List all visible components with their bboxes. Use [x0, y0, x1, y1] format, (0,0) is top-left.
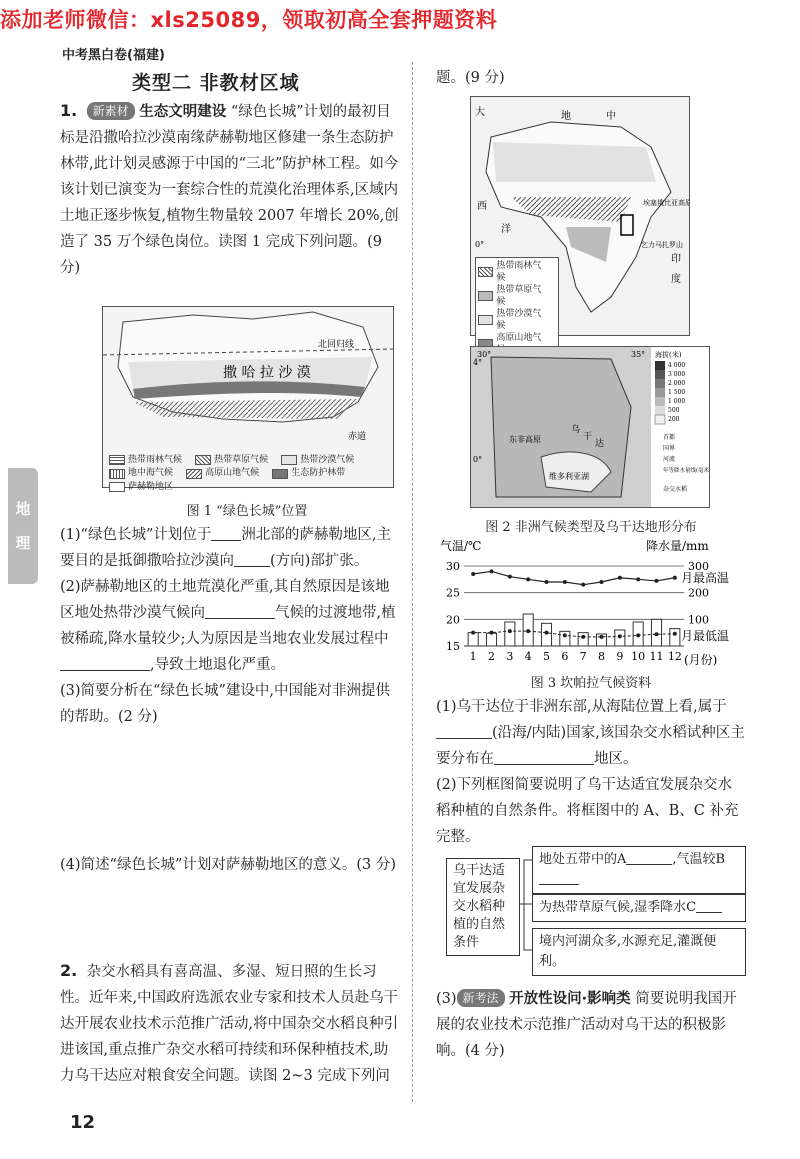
map-label: 35° — [631, 350, 646, 359]
subject-tab — [8, 468, 38, 584]
answer-blank[interactable] — [234, 552, 270, 567]
max-temp-point — [545, 580, 549, 584]
answer-blank[interactable] — [494, 750, 594, 765]
legend-item: 热带草原气候 — [478, 284, 548, 308]
figure-1-caption: 图 1 “绿色长城”位置 — [186, 504, 308, 519]
min-temp-point — [545, 631, 549, 635]
min-temp-point — [636, 633, 640, 637]
q2-sub3-type: 开放性设问·影响类 — [509, 991, 631, 1007]
climate-chart — [436, 538, 746, 688]
question-1 — [60, 98, 400, 281]
max-temp-point — [636, 577, 640, 581]
y2-tick-label: 300 — [688, 560, 709, 573]
altitude-value: 3 000 — [668, 371, 686, 378]
flow-box-3: 境内河湖众多,水源充足,灌溉便利。 — [532, 928, 746, 976]
min-temp-point — [618, 634, 622, 638]
q2-intro-cont: 题。(9 分) — [436, 70, 505, 86]
figure-1-map — [102, 306, 394, 492]
x-tick-label: 10 — [631, 650, 646, 663]
min-temp-point — [563, 633, 567, 637]
map-label: 地 — [561, 111, 571, 122]
x-tick-label: 1 — [469, 650, 477, 663]
legend-item: 热带沙漠气候 — [478, 308, 548, 332]
q2-sub1: (1)乌干达位于非洲东部,从海陆位置上看,属于(沿海/内陆)国家,该国杂交水稻试种区主要分布在 地区。 — [436, 699, 745, 767]
legend-item: 热带雨林气候 — [109, 454, 182, 467]
figure-2-africa-map — [470, 96, 690, 343]
precip-bar — [670, 629, 680, 646]
max-temp-point — [490, 569, 494, 573]
legend-item: 高原山地气 — [478, 332, 548, 356]
map-legend-item: 首都 — [663, 434, 676, 441]
flow-bracket — [520, 846, 532, 966]
q2-intro-text: 杂交水稻具有喜高温、多湿、短日照的生长习性。近年来,中国政府选派农业专家和技术人员赴乌干达开展农业技术示范推广活动,将中国杂交水稻良种引进该国,重点推广杂交水稻可持续和环保种植技术,助力乌干达应对粮食安全问题。读图 2~3 完成下列问 — [60, 964, 399, 1084]
map-label: 度 — [671, 274, 681, 285]
q2-sub3: (3) 新考法 开放性设问·影响类 简要说明我国开展的农业技术示范推广活动对乌干达的积极影响。(4 分) — [436, 991, 737, 1059]
map-label: 30° — [477, 350, 492, 359]
header-tag: 中考黑白卷(福建) — [62, 48, 165, 63]
altitude-value: 4 000 — [668, 362, 686, 369]
x-tick-label: 8 — [598, 650, 605, 663]
map-label: 印 — [671, 254, 681, 265]
answer-blank[interactable] — [436, 724, 492, 739]
x-tick-label: 2 — [488, 650, 495, 663]
y2-tick-label: 200 — [688, 586, 709, 600]
new-method-badge: 新考法 — [457, 989, 505, 1007]
answer-blank[interactable] — [626, 850, 672, 865]
min-temp-point — [655, 632, 659, 636]
x-tick-label: 7 — [579, 650, 587, 663]
y1-tick-label: 20 — [446, 613, 460, 627]
map-label: 洋 — [501, 224, 511, 235]
x-tick-label: 6 — [561, 650, 569, 663]
map-label: 乞力马扎罗山 — [641, 241, 683, 249]
x-tick-label: 11 — [649, 650, 664, 663]
max-temp-line — [473, 571, 675, 584]
legend-item: 萨赫勒地区 — [109, 481, 173, 494]
max-temp-point — [581, 583, 585, 587]
legend-item: 地中海气候 — [109, 467, 173, 480]
figure-1-legend — [103, 451, 393, 496]
watermark: 添加老师微信：xls25089，领取初高全套押题资料 — [0, 8, 498, 32]
max-temp-point — [600, 580, 604, 584]
figure-3-chart — [436, 538, 746, 688]
map-label: 达 — [595, 439, 605, 449]
desert-label: 撒 哈 拉 沙 漠 — [223, 365, 311, 381]
altitude-scale — [655, 361, 665, 424]
figure-2-uganda-map — [470, 346, 710, 508]
figure-3-caption: 图 3 坎帕拉气候资料 — [530, 676, 652, 691]
map-label: 维多利亚湖 — [549, 472, 589, 481]
altitude-value: 1 500 — [668, 389, 686, 396]
answer-blank[interactable] — [539, 870, 579, 885]
conditions-flowchart — [446, 846, 746, 969]
north-line-label: 北回归线 — [318, 340, 355, 350]
q1-number: 1. — [60, 101, 78, 120]
flow-box-1: 地处五带中的A ,气温较B — [532, 846, 746, 894]
flow-box-2: 为热带草原气候,湿季降水C — [532, 894, 746, 922]
min-temp-line — [473, 631, 675, 637]
new-material-badge: 新素材 — [87, 102, 135, 120]
q1-subquestions — [60, 522, 400, 730]
altitude-value: 200 — [668, 416, 680, 423]
map-legend-item: 河流 — [663, 456, 676, 463]
max-temp-point — [526, 577, 530, 581]
min-temp-point — [490, 631, 494, 635]
min-temp-label: 月最低温 — [681, 629, 730, 643]
y1-tick-label: 30 — [446, 560, 460, 573]
min-temp-point — [526, 629, 530, 633]
map-label: 东非高原 — [509, 435, 541, 444]
max-temp-point — [655, 579, 659, 583]
min-temp-point — [673, 632, 677, 636]
map-label: 中 — [606, 111, 616, 122]
min-temp-point — [471, 631, 475, 635]
min-temp-point — [581, 635, 585, 639]
map-legend-item: 国界 — [663, 445, 676, 452]
precip-bar — [468, 633, 478, 646]
answer-blank[interactable] — [205, 604, 275, 619]
min-temp-point — [600, 635, 604, 639]
max-temp-label: 月最高温 — [681, 571, 730, 585]
y1-tick-label: 25 — [446, 586, 460, 600]
map-label: 0° — [475, 240, 485, 249]
map-label: 0° — [473, 455, 483, 464]
answer-blank[interactable] — [211, 526, 241, 541]
y2-axis-label: 降水量/mm — [646, 539, 709, 553]
figure-2-caption: 图 2 非洲气候类型及乌干达地形分布 — [485, 520, 697, 535]
legend-item: 高原山地气候 — [186, 467, 259, 480]
equator-label: 赤道 — [348, 432, 367, 442]
max-temp-point — [471, 572, 475, 576]
altitude-title: 海拔(米) — [655, 351, 682, 359]
map-label: 大 — [475, 107, 485, 118]
min-temp-point — [508, 629, 512, 633]
precip-bar — [505, 622, 515, 646]
legend-item: 生态防护林带 — [272, 467, 345, 480]
q2-sub3-text: 简要说明我国开展的农业技术示范推广活动对乌干达的积极影响。(4 分) — [436, 991, 737, 1059]
q1-sub4: (4)简述“绿色长城”计划对萨赫勒地区的意义。(3 分) — [60, 857, 397, 873]
q1-intro-text: “绿色长城”计划的最初目标是沿撒哈拉沙漠南缘萨赫勒地区修建一条生态防护林带,此计划灵感源于中国的“三北”防护林工程。如今该计划已演变为一套综合性的荒漠化治理体系,区域内土地正逐步恢复,植物生物量较 2007 年增长 20%,创造了 35 万个绿色岗位。读图 1 完成下列问题。(9 分) — [60, 104, 399, 276]
max-temp-point — [618, 576, 622, 580]
legend-item: 热带草原气候 — [195, 454, 268, 467]
x-tick-label: 12 — [667, 650, 682, 663]
africa-north-map — [103, 307, 393, 447]
question-2 — [60, 958, 400, 1089]
max-temp-point — [563, 580, 567, 584]
q1-intro — [60, 98, 400, 281]
map-label: 4° — [473, 358, 483, 367]
precip-bar — [486, 633, 496, 646]
y2-tick-label: 100 — [688, 613, 709, 627]
q1-sub3: (3)简要分析在“绿色长城”建设中,中国能对非洲提供的帮助。(2 分) — [60, 683, 390, 725]
q2-number: 2. — [60, 961, 78, 980]
q2-sub2: (2)下列框图简要说明了乌干达适宜发展杂交水稻种植的自然条件。将框图中的 A、B、C 补充完整。 — [436, 777, 739, 845]
map-legend-item: 年等降水量线(毫米) — [663, 468, 709, 474]
answer-blank[interactable] — [60, 656, 150, 671]
section-title: 类型二 非教材区域 — [132, 72, 300, 94]
q1-sub2: (2)萨赫勒地区的土地荒漠化严重,其自然原因是该地区地处热带沙漠气候向 气候的过渡地带,植被稀疏,降水量较少;人为原因是当地农业发展过程中,导致土地退化严重。 — [60, 579, 396, 673]
x-tick-label: 4 — [524, 650, 532, 663]
altitude-value: 1 000 — [668, 398, 686, 405]
answer-blank[interactable] — [696, 898, 722, 913]
max-temp-point — [508, 575, 512, 579]
precip-bar — [578, 633, 588, 646]
altitude-value: 2 000 — [668, 380, 686, 387]
altitude-value: 500 — [668, 407, 680, 414]
subject-tab-char: 理 — [15, 534, 31, 552]
subject-tab-char: 地 — [15, 500, 31, 518]
max-temp-point — [673, 576, 677, 580]
page-number: 12 — [70, 1112, 96, 1133]
month-unit-label: (月份) — [684, 653, 718, 667]
map-label: 西 — [477, 201, 487, 212]
legend-item: 热带雨林气候 — [478, 260, 548, 284]
legend-item: 热带沙漠气候 — [281, 454, 354, 467]
y1-tick-label: 15 — [446, 640, 460, 653]
q1-topic: 生态文明建设 — [139, 104, 227, 120]
x-tick-label: 3 — [506, 650, 514, 663]
y1-axis-label: 气温/℃ — [440, 539, 482, 553]
map-label: 乌 — [571, 425, 581, 435]
column-divider — [412, 62, 413, 1102]
map-label: 干 — [583, 432, 593, 442]
map-label: 埃塞俄比亚高原 — [643, 199, 689, 207]
map-legend-item: 杂交水稻 — [663, 486, 688, 493]
x-tick-label: 9 — [616, 650, 624, 663]
q2-subquestions — [436, 694, 746, 850]
flow-root-box: 乌干达适宜发展杂交水稻种植的自然条件 — [446, 858, 520, 956]
x-tick-label: 5 — [543, 650, 550, 663]
q1-sub1: (1)“绿色长城”计划位于 洲北部的萨赫勒地区,主要目的是抵御撒哈拉沙漠向 (方向)部扩张。 — [60, 527, 391, 569]
uganda-terrain-map — [471, 347, 709, 507]
